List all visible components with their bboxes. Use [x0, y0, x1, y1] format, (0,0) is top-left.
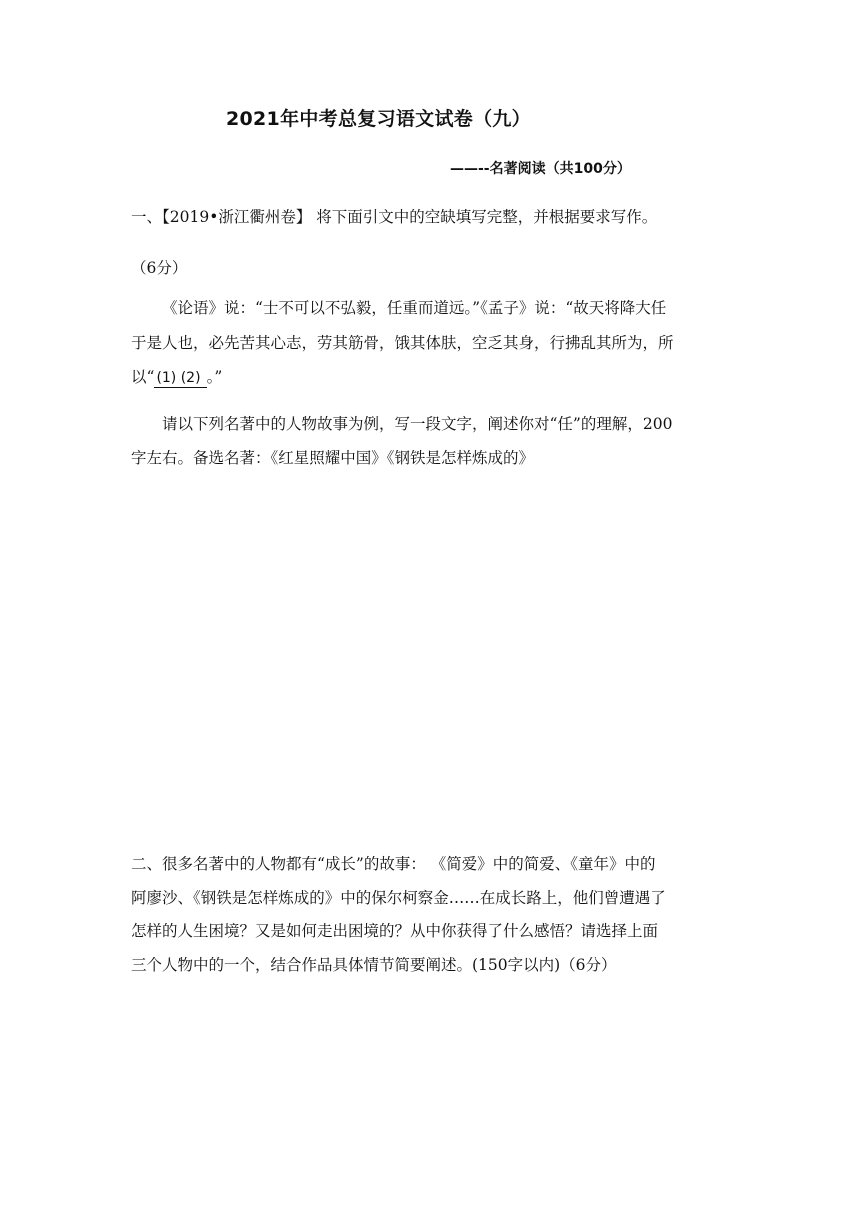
q1-line-1: 一、【2019•浙江衢州卷】 将下面引文中的空缺填写完整，并根据要求写作。 [131, 208, 658, 226]
answer-blank[interactable]: (1) (2) [154, 370, 206, 388]
q1-quote-line-3 [131, 365, 222, 388]
q1-line-2: （6分） [131, 259, 188, 277]
q1-prompt-line-2: 字左右。备选名著：《红星照耀中国》《钢铁是怎样炼成的》 [131, 449, 535, 467]
page-title: 2021年中考总复习语文试卷（九） [226, 108, 531, 130]
q1-quote-line-1: 《论语》说：“士不可以不弘毅，任重而道远。”《孟子》说：“故天将降大任 [162, 299, 667, 317]
page-subtitle: ——--名著阅读（共100分） [450, 161, 631, 177]
q1-quote-suffix: 。” [206, 368, 223, 386]
q1-prompt-line-1: 请以下列名著中的人物故事为例，写一段文字，阐述你对“任”的理解，200 [162, 415, 673, 433]
q2-line-4: 三个人物中的一个，结合作品具体情节简要阐述。(150字以内)（6分） [131, 956, 617, 974]
q2-line-2: 阿廖沙、《钢铁是怎样炼成的》中的保尔柯察金……在成长路上，他们曾遭遇了 [131, 889, 666, 907]
q2-line-1: 二、很多名著中的人物都有“成长”的故事： 《简爱》中的简爱、《童年》中的 [131, 855, 656, 873]
q2-line-3: 怎样的人生困境？又是如何走出困境的？从中你获得了什么感悟？请选择上面 [131, 922, 659, 940]
q1-quote-prefix: 以“ [131, 368, 155, 386]
q1-quote-line-2: 于是人也，必先苦其心志，劳其筋骨，饿其体肤，空乏其身，行拂乱其所为，所 [131, 334, 674, 352]
